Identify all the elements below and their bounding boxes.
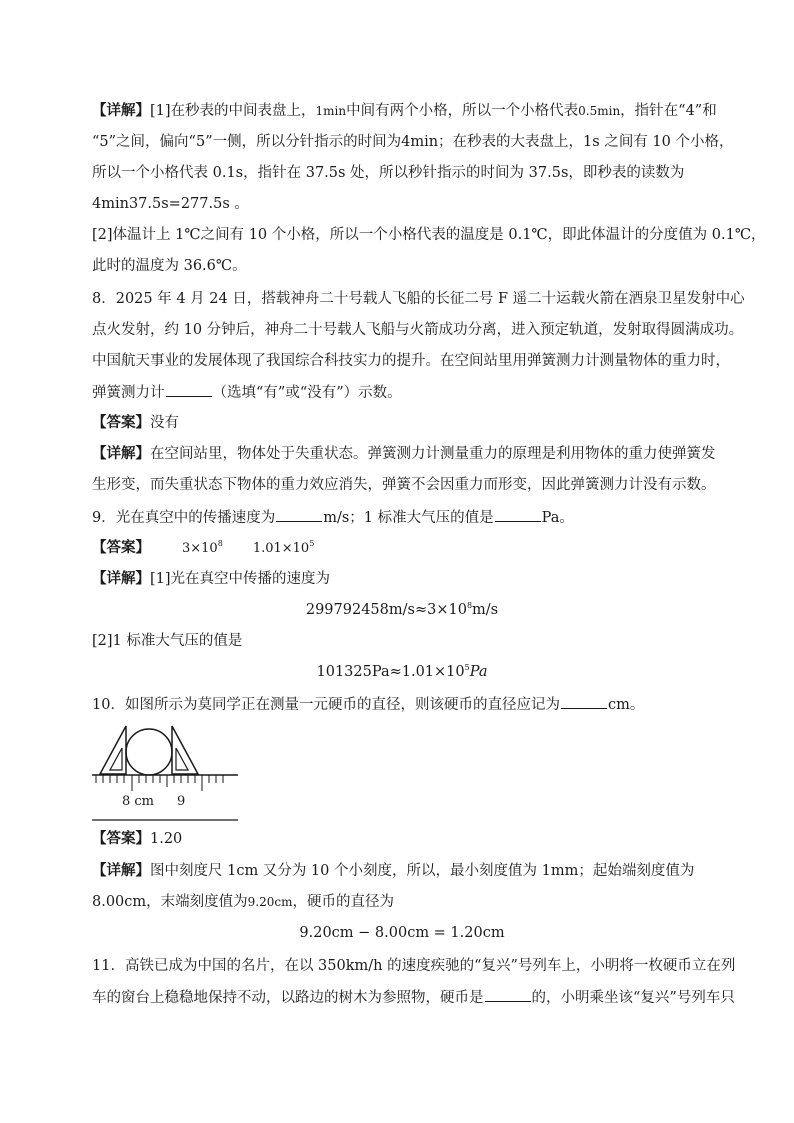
q8-stem-line-3: 中国航天事业的发展体现了我国综合科技实力的提升。在空间站里用弹簧测力计测量物体的重力时， [92,353,730,369]
q9-formula-1: $299792458m/s\approx 3\times 10^8m/s$ [305,601,499,618]
q10-detail-line-1: 【详解】图中刻度尺 1cm 又分为 10 个小刻度，所以，最小刻度值为 1mm；起始端刻度值为 [92,862,695,879]
q9-detail-line-2: [2]1 标准大气压的值是 [92,633,243,649]
q9-detail-line-1: 【详解】[1]光在真空中传播的速度为 [92,570,331,587]
q8-detail-line-1: 【详解】在空间站里，物体处于失重状态。弹簧测力计测量重力的原理是利用物体的重力使弹簧发 [92,445,716,462]
q7-detail-line-5: [2]体温计上 1℃之间有 10 个小格，所以一个小格代表的温度是 0.1℃，即此体温计的分度值为 0.1℃， [92,227,766,243]
q7-detail-line-2: “5”之间，偏向“5”一侧，所以分针指示的时间为4min；在秒表的大表盘上，1s 之间有 10 个小格， [92,134,734,150]
q9-answer: 【答案】 $3\times 10^8$ $1.01\times 10^5$ [92,539,315,556]
q10-formula: 9.20cm − 8.00cm = 1.20cm [299,925,505,941]
q7-detail-line-3: 所以一个小格代表 0.1s，指针在 37.5s 处，所以秒针指示的时间为 37.5s，即秒表的读数为 [92,165,685,181]
answer-blank [495,507,541,522]
answer-tag: 【答案】 [92,830,150,847]
q11-stem-line-2: 车的窗台上稳稳地保持不动，以路边的树木为参照物，硬币是 的，小明乘坐该“复兴”号列车只 [92,987,712,1008]
q11-stem-line-1: 11．高铁已成为中国的名片，在以 350km/h 的速度疾驰的“复兴”号列车上，小明将一枚硬币立在列 [92,958,736,974]
answer-blank [166,382,212,397]
answer-tag: 【答案】 [92,414,150,431]
answer-blank [276,507,322,522]
ruler-label-9: 9 [177,794,186,809]
detail-tag: 【详解】 [92,445,150,462]
answer-blank [561,694,607,709]
coin-circle [126,729,172,775]
q7-detail-line-1: 【详解】[1]在秒表的中间表盘上，1min中间有两个小格，所以一个小格代表0.5min，指针在“4”和 [92,102,717,119]
q8-stem-line-2: 点火发射，约 10 分钟后，神舟二十号载人飞船与火箭成功分离，进入预定轨道，发射取得圆满成功。 [92,322,744,338]
ruler-label-8: 8 cm [122,794,155,809]
detail-tag: 【详解】 [92,102,150,119]
q8-detail-line-2: 生形变，而失重状态下物体的重力效应消失，弹簧不会因重力而形变，因此弹簧测力计没有示数。 [92,477,716,493]
q10-detail-line-2: 8.00cm，末端刻度值为9.20cm，硬币的直径为 [92,894,394,910]
answer-blank [485,987,531,1002]
q8-stem-line-4: 弹簧测力计 （选填“有”或“没有”）示数。 [92,382,712,403]
ruler-coin-figure [92,721,238,821]
ruler-diagram [92,721,238,821]
q10-stem: 10．如图所示为莫同学正在测量一元硬币的直径，则该硬币的直径应记为 cm。 [92,694,712,715]
q9-formula-2: $101325Pa\approx 1.01\times 10^5Pa$ [316,663,488,680]
q9-stem: 9．光在真空中的传播速度为 m/s；1 标准大气压的值是 Pa。 [92,507,712,528]
q7-detail-line-4: 4min37.5s=277.5s 。 [92,196,249,212]
q7-detail-line-6: 此时的温度为 36.6℃。 [92,258,247,274]
detail-tag: 【详解】 [92,570,150,587]
answer-tag: 【答案】 [92,539,150,556]
ruler-ticks [96,775,223,791]
q8-stem-line-1: 8．2025 年 4 月 24 日，搭载神舟二十号载人飞船的长征二号 F 遥二十运载火箭在酒泉卫星发射中心 [92,291,745,307]
q8-answer: 【答案】没有 [92,414,179,431]
q10-answer: 【答案】1.20 [92,830,183,847]
detail-tag: 【详解】 [92,862,150,879]
